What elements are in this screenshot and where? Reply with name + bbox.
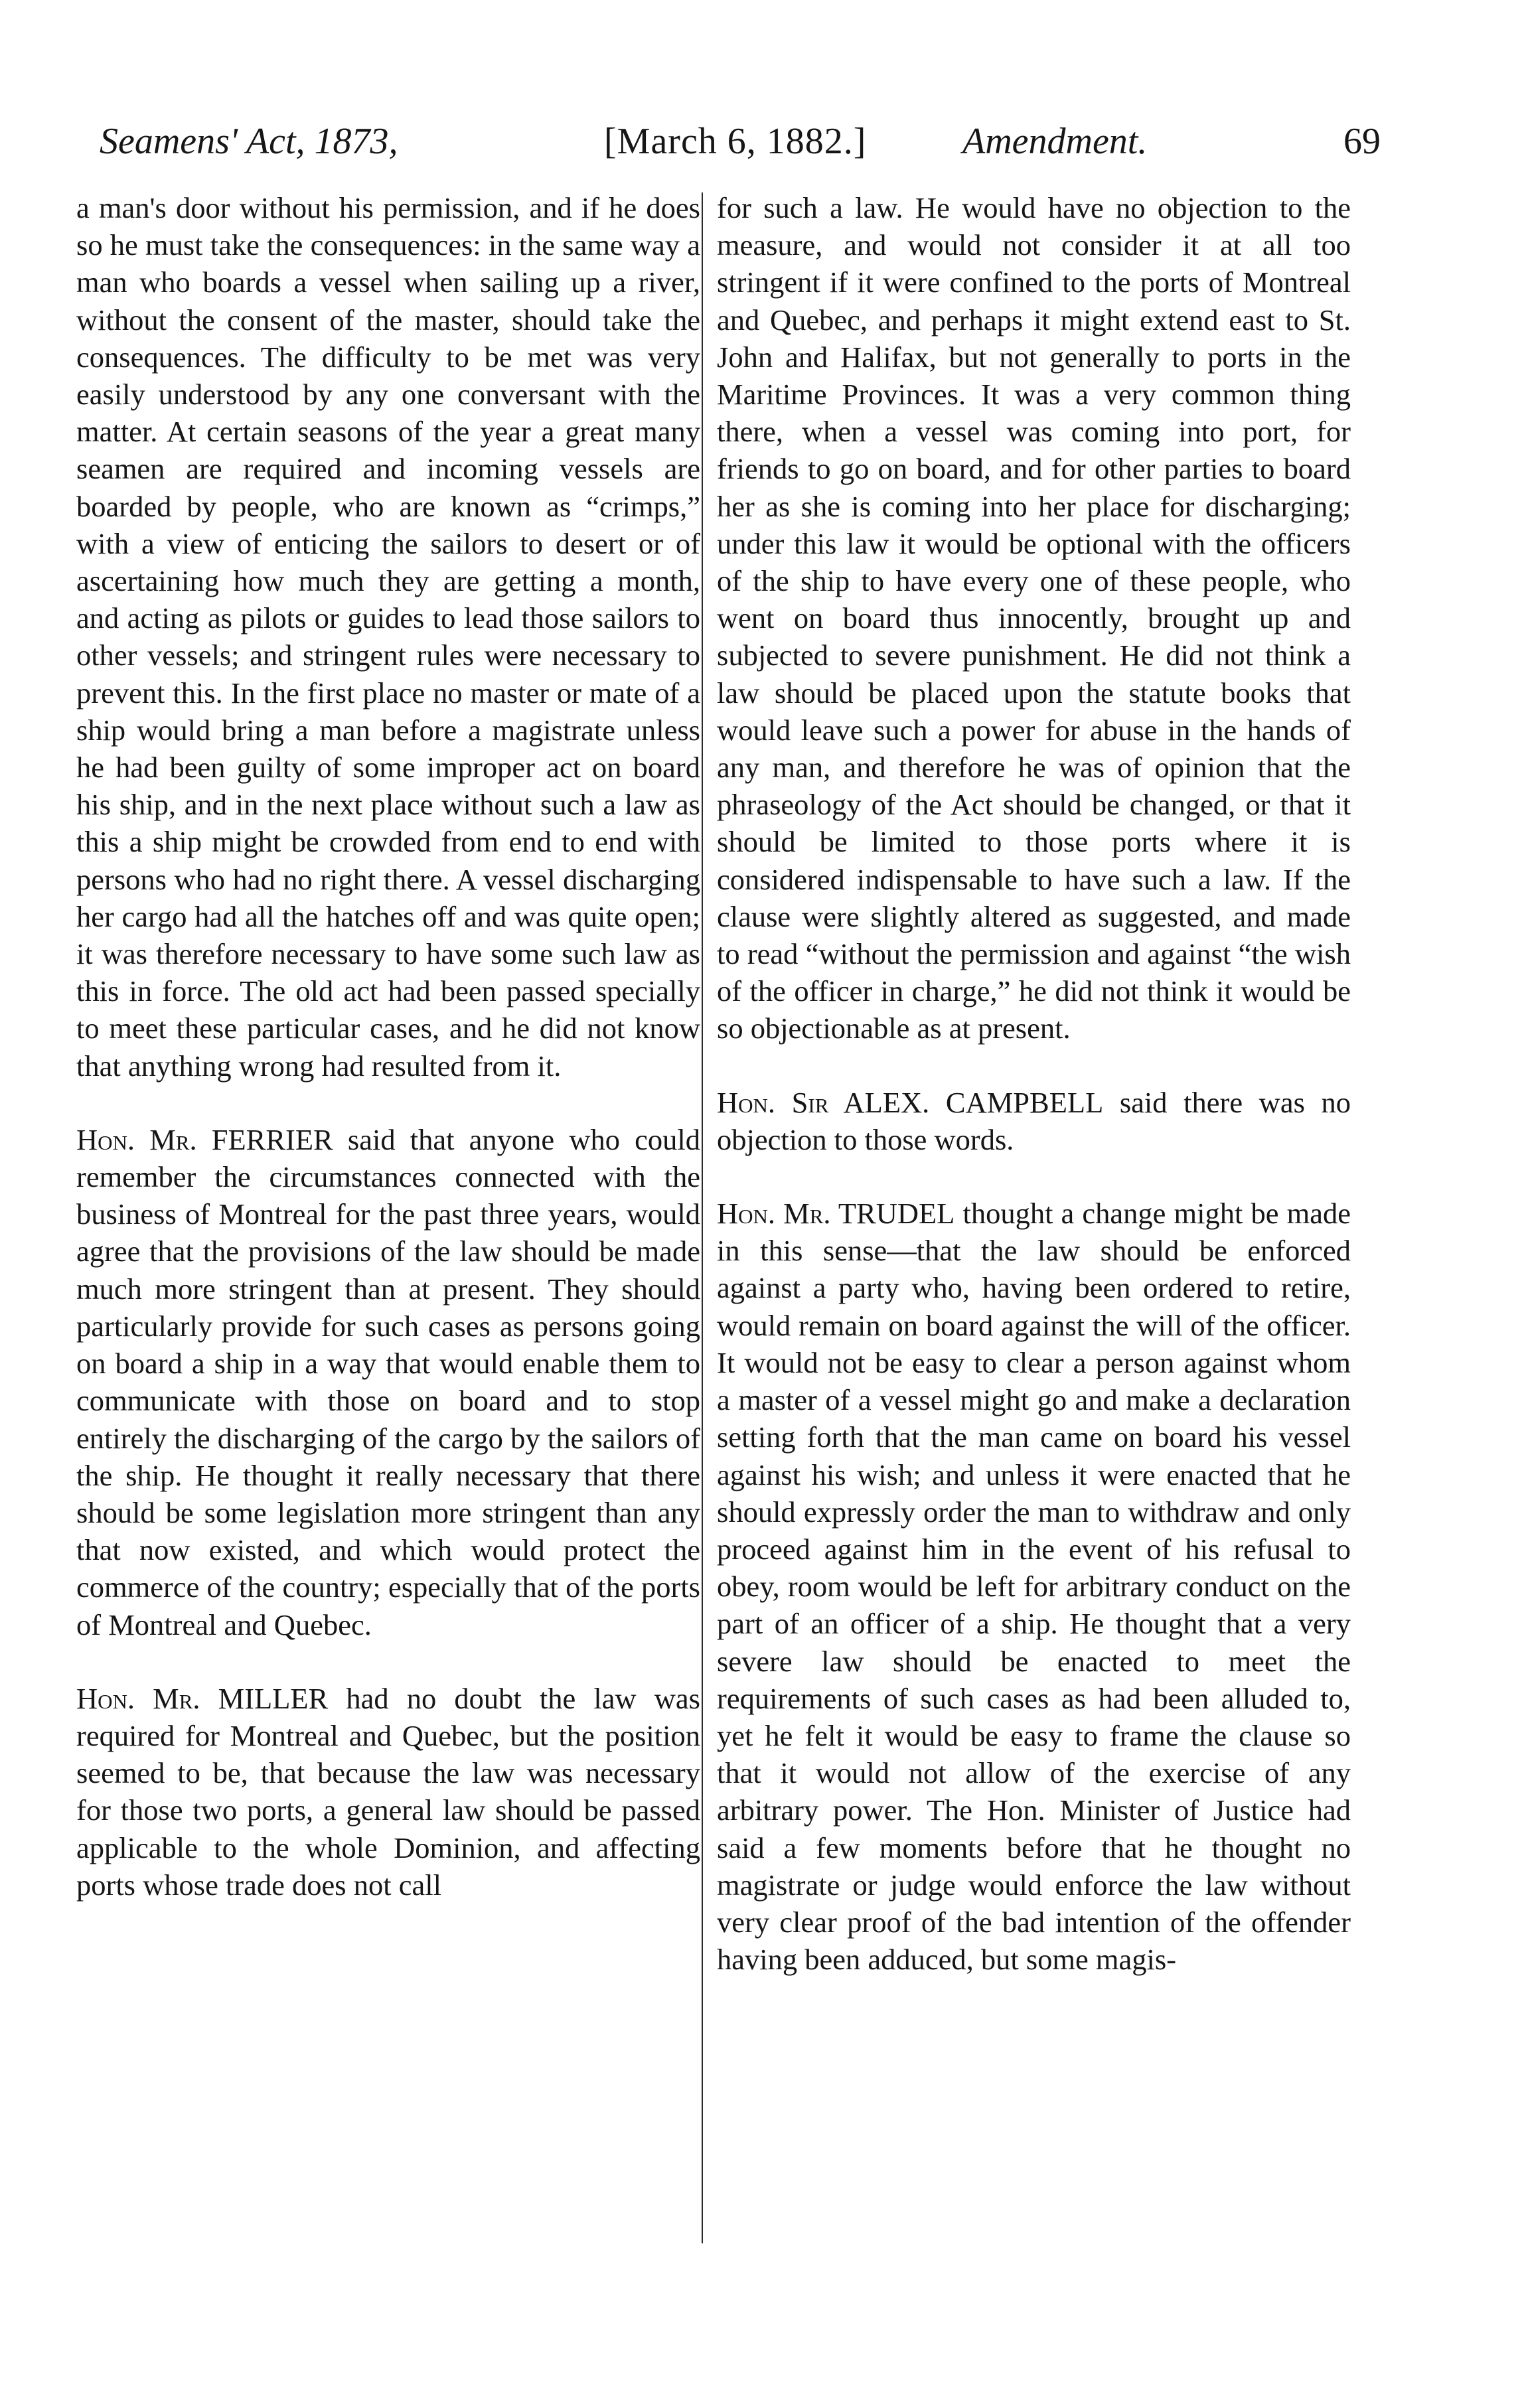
paragraph-text: had no doubt the law was required for Montreal and Quebec, but the position seemed to be, that because the law was necessary for those two ports, a general law should be passed applicable to the whole Dominion, and affecting ports whose trade does not call bbox=[76, 1681, 700, 1902]
paragraph-text: a man's door without his permission, and if he does so he must take the consequences: in the same way a man who boards a vessel when sailing up a river, without the consent of the master, should take the consequences. The difficulty to be met was very easily understood by any one conversant with the matter. At certain seasons of the year a great many seamen are required and incoming vessels are boarded by people, who are known as “crimps,” with a view of enticing the sailors to desert or of ascertaining how much they are getting a month, and acting as pilots or guides to lead those sailors to other vessels; and stringent rules were necessary to prevent this. In the first place no master or mate of a ship would bring a man before a magistrate unless he had been guilty of some improper act on board his ship, and in the next place without such a law as this a ship might be crowded from end to end with persons who had no right there. A vessel discharging her cargo had all the hatches off and was quite open; it was therefore necessary to have some such law as this in force. The old act had been passed specially to meet these particular cases, and he did not know that anything wrong had resulted from it. bbox=[76, 191, 700, 1083]
paragraph-text: thought a change might be made in this sense—that the law should be enforced against a party who, having been ordered to retire, would remain on board against the will of the officer. It would not be easy to clear a person against whom a master of a vessel might go and make a declaration setting forth that the man came on board his vessel against his wish; and unless it were enacted that he should expressly order the man to withdraw and only proceed against him in the event of his refusal to obey, room would be left for arbitrary conduct on the part of an officer of a ship. He thought that a very severe law should be enacted to meet the requirements of such cases as had been alluded to, yet he felt it would be easy to frame the clause so that it would not allow of the exercise of any arbitrary power. The Hon. Minister of Justice had said a few moments before that he thought no magistrate or judge would enforce the law without very clear proof of the bad intention of the offender having been adduced, but some magis- bbox=[717, 1197, 1351, 1977]
left-column bbox=[76, 189, 700, 1904]
paragraph bbox=[717, 1195, 1351, 1978]
page-number: 69 bbox=[1343, 121, 1381, 162]
speaker-name: Hon. Sir ALEX. CAMPBELL bbox=[717, 1085, 1104, 1119]
speaker-name: Hon. Mr. FERRIER bbox=[76, 1122, 333, 1156]
running-header bbox=[100, 112, 1381, 171]
running-title: Seamens' Act, 1873, bbox=[100, 121, 398, 162]
speaker-name: Hon. Mr. TRUDEL bbox=[717, 1197, 955, 1231]
sitting-date: [March 6, 1882.] bbox=[604, 121, 867, 162]
paragraph-text: said there was no objection to those words. bbox=[717, 1085, 1351, 1156]
paragraph-text: said that anyone who could remember the circumstances connected with the business of Montreal for the past three years, would agree that the provisions of the law should be made much more stringent than at present. They should particularly provide for such cases as persons going on board a ship in a way that would enable them to communicate with those on board and to stop entirely the discharging of the cargo by the sailors of the ship. He thought it really necessary that there should be some legislation more stringent than any that now existed, and which would protect the commerce of the country; especially that of the ports of Montreal and Quebec. bbox=[76, 1122, 700, 1641]
paragraph bbox=[717, 1084, 1351, 1158]
paragraph bbox=[76, 189, 700, 1085]
paragraph-text: for such a law. He would have no objection to the measure, and would not consider it at all too stringent if it were confined to the ports of Montreal and Quebec, and perhaps it might extend east to St. John and Halifax, but not generally to ports in the Maritime Provinces. It was a very common thing there, when a vessel was coming into port, for friends to go on board, and for other parties to board her as she is coming into her place for discharging; under this law it would be optional with the officers of the ship to have every one of these people, who went on board thus innocently, brought up and subjected to severe punishment. He did not think a law should be placed upon the statute books that would leave such a power for abuse in the hands of any man, and therefore he was of opinion that the phraseology of the Act should be changed, or that it should be limited to those ports where it is considered indispensable to have such a law. If the clause were slightly altered as suggested, and made to read “without the permission and against “the wish of the officer in charge,” he did not think it would be so objectionable as at present. bbox=[717, 191, 1351, 1045]
section-title: Amendment. bbox=[962, 121, 1148, 162]
paragraph bbox=[717, 189, 1351, 1047]
speaker-name: Hon. Mr. MILLER bbox=[76, 1681, 329, 1715]
paragraph bbox=[76, 1121, 700, 1643]
column-divider bbox=[702, 192, 703, 2243]
right-column bbox=[717, 189, 1351, 1978]
paragraph bbox=[76, 1680, 700, 1904]
